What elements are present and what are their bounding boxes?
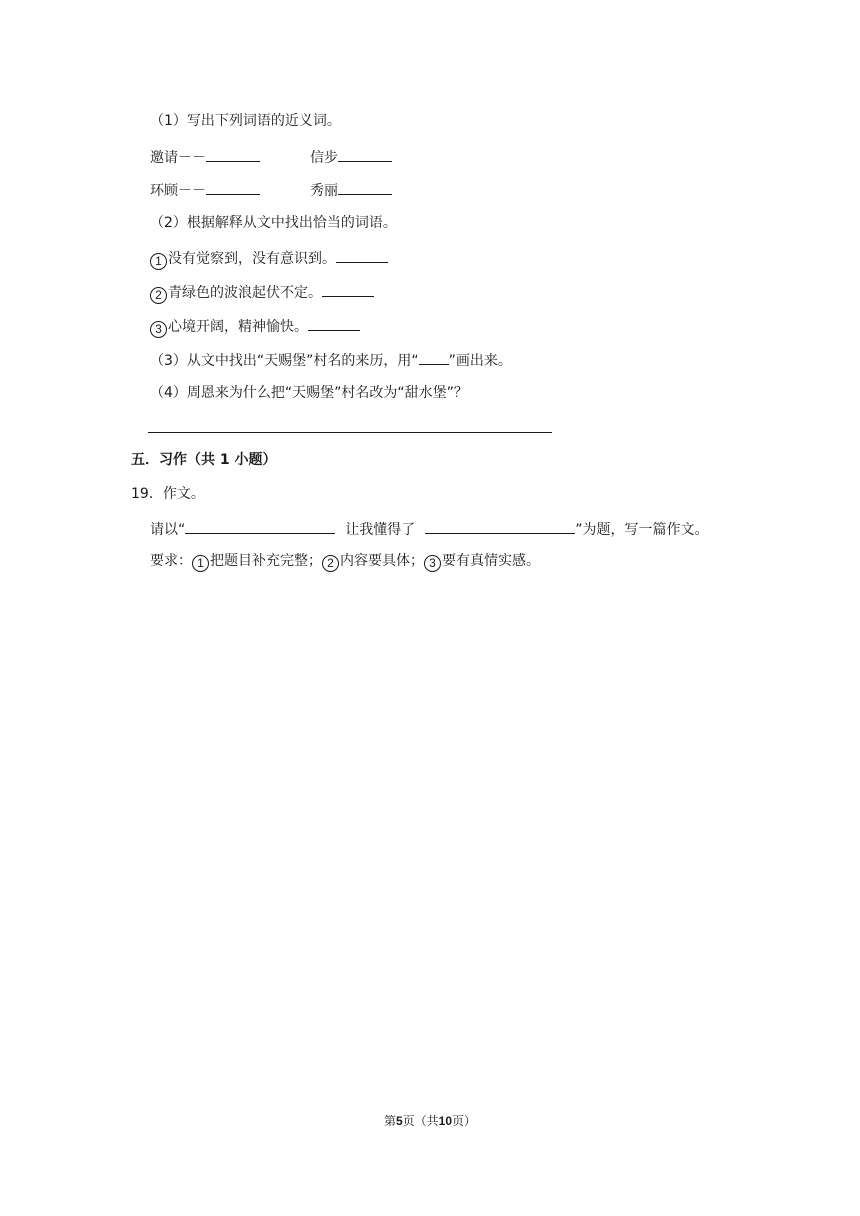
q1-title: （1）写出下列词语的近义词。: [150, 113, 341, 129]
answer-blank: [338, 147, 392, 162]
q1-row1-right: [310, 147, 392, 167]
circled-number: 2: [150, 287, 167, 304]
req-text: 要有真情实感。: [442, 553, 540, 569]
q19-requirements: [150, 552, 540, 572]
page-number: 5: [395, 1114, 403, 1128]
q2-item-1: [150, 248, 388, 270]
q3-text-after: ”画出来。: [448, 353, 512, 369]
footer-mid: 页（共: [402, 1114, 439, 1128]
q1-row2: [150, 180, 260, 200]
answer-blank: [206, 147, 260, 162]
q2-item-text: 没有觉察到，没有意识到。: [168, 251, 336, 267]
footer-suffix: 页）: [452, 1114, 477, 1128]
q2-item-text: 心境开阔，精神愉快。: [168, 319, 308, 335]
page-footer: [0, 1112, 860, 1129]
title-blank-1: [185, 519, 335, 534]
q4-title: （4）周恩来为什么把“天赐堡”村名改为“甜水堡”？: [150, 385, 468, 401]
req-text: 把题目补充完整；: [210, 553, 322, 569]
page-total: 10: [438, 1114, 453, 1128]
circled-number: 2: [322, 555, 339, 572]
footer-prefix: 第: [383, 1114, 396, 1128]
circled-number: 1: [150, 253, 167, 270]
prompt-start: 请以“: [150, 522, 186, 538]
q2-item-text: 青绿色的波浪起伏不定。: [168, 285, 322, 301]
underline-mark: [419, 350, 449, 365]
q1-row2-right: [310, 180, 392, 200]
circled-number: 3: [424, 555, 441, 572]
section-heading: 五．习作（共 1 小题）: [131, 452, 277, 468]
answer-blank: [322, 282, 374, 297]
answer-blank: [308, 316, 360, 331]
q19-prompt: [150, 519, 709, 539]
circled-number: 3: [150, 321, 167, 338]
answer-blank: [338, 180, 392, 195]
q19-number: 19．作文。: [131, 486, 205, 502]
req-label: 要求：: [150, 553, 192, 569]
q1-word-invite: 邀请－－: [150, 150, 206, 166]
q1-word-beautiful: 秀丽: [310, 183, 338, 199]
q1-word-stroll: 信步: [310, 150, 338, 166]
prompt-mid: 让我懂得了: [345, 522, 416, 538]
q3-text-before: （3）从文中找出“天赐堡”村名的来历，用“: [150, 353, 419, 369]
answer-blank: [336, 248, 388, 263]
q3-text: [150, 350, 512, 370]
answer-line: [148, 432, 552, 433]
q2-item-2: [150, 282, 374, 304]
q1-row1: [150, 147, 260, 167]
q2-title: （2）根据解释从文中找出恰当的词语。: [150, 215, 397, 231]
title-blank-2: [425, 519, 575, 534]
circled-number: 1: [192, 555, 209, 572]
q1-word-lookaround: 环顾－－: [150, 183, 206, 199]
req-text: 内容要具体；: [340, 553, 424, 569]
q2-item-3: [150, 316, 360, 338]
answer-blank: [206, 180, 260, 195]
prompt-end: ”为题，写一篇作文。: [575, 522, 709, 538]
